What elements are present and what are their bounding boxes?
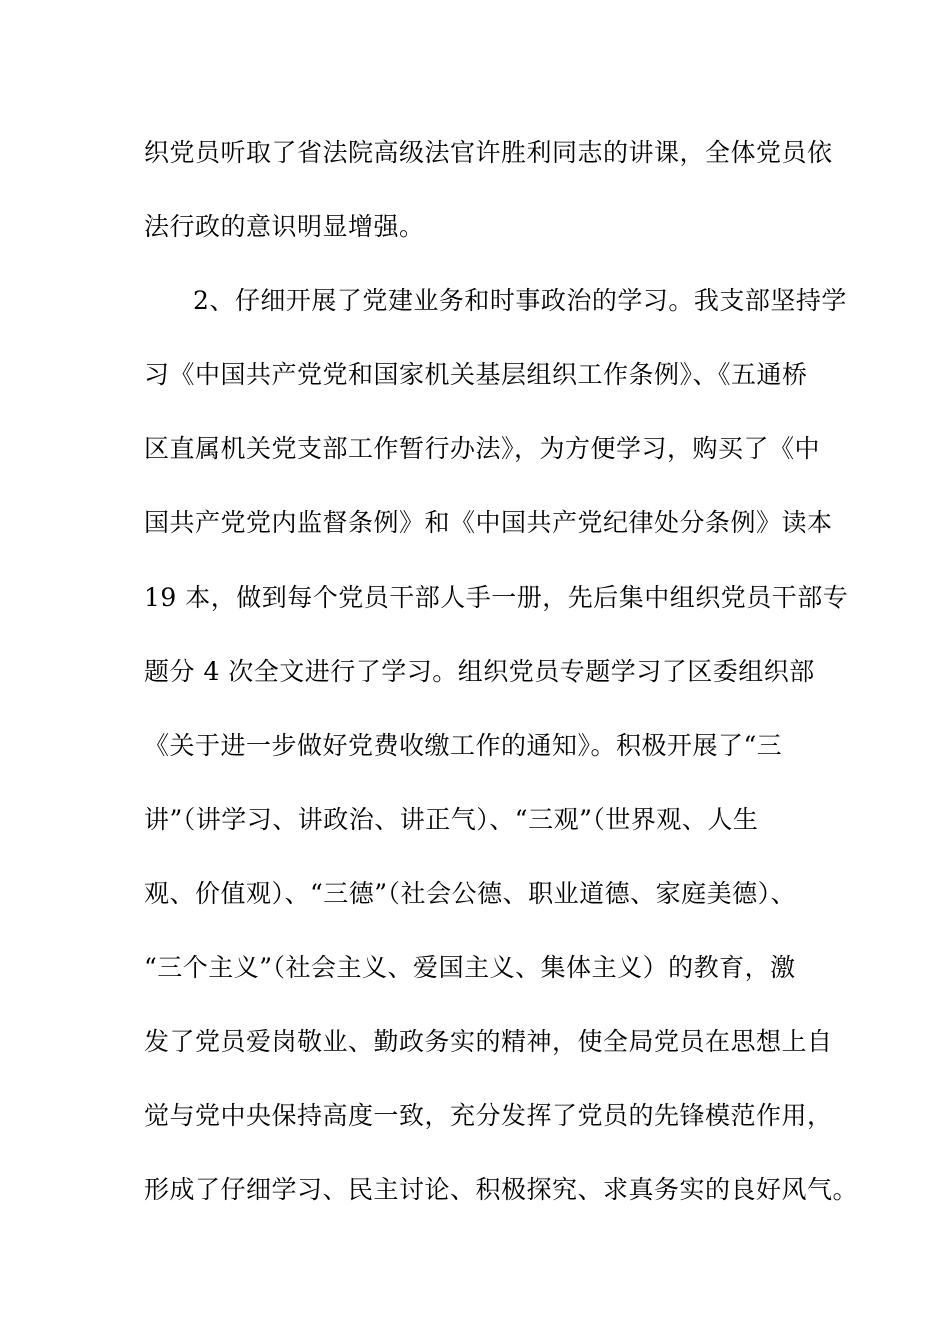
text-line-2: 法行政的意识明显增强。 [144, 212, 425, 241]
text-line-6: 国共产党党内监督条例》和《中国共产党纪律处分条例》读本 [144, 508, 833, 537]
text-line-10: 讲”（讲学习、讲政治、讲正气）、“三观”（世界观、人生 [144, 805, 759, 834]
text-line-13: 发了党员爱岗敬业、勤政务实的精神，使全局党员在思想上自 [144, 1027, 833, 1056]
text-line-3: 2、仔细开展了党建业务和时事政治的学习。我支部坚持学 [193, 286, 847, 315]
text-line-11: 观、价值观）、“三德”（社会公德、职业道德、家庭美德）、 [144, 879, 797, 908]
text-line-7: 19 本，做到每个党员干部人手一册，先后集中组织党员干部专 [144, 583, 849, 612]
text-line-9: 《关于进一步做好党费收缴工作的通知》。积极开展了“三 [144, 731, 783, 760]
text-line-4: 习《中国共产党党和国家机关基层组织工作条例》、《五通桥 [144, 360, 808, 389]
text-line-12: “三个主义”（社会主义、爱国主义、集体主义）的教育，激 [144, 953, 796, 982]
text-line-15: 形成了仔细学习、民主讨论、积极探究、求真务实的良好风气。 [144, 1175, 859, 1204]
text-line-14: 觉与党中央保持高度一致，充分发挥了党员的先锋模范作用， [144, 1101, 833, 1130]
text-line-1: 织党员听取了省法院高级法官许胜利同志的讲课，全体党员依 [144, 138, 833, 167]
text-line-5: 区直属机关党支部工作暂行办法》，为方便学习，购买了《中 [144, 434, 821, 463]
text-line-8: 题分 4 次全文进行了学习。组织党员专题学习了区委组织部 [144, 657, 815, 686]
